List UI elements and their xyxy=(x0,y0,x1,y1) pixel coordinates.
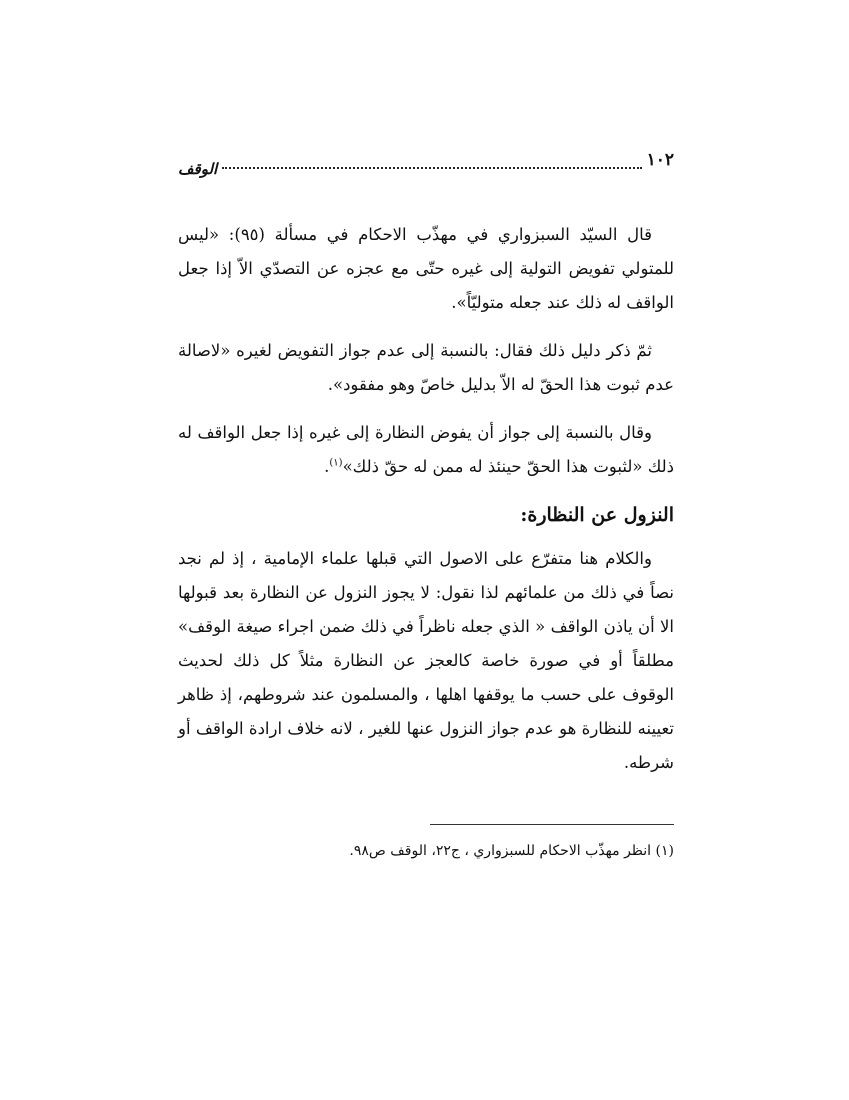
paragraph-2: ثمّ ذكر دليل ذلك فقال: بالنسبة إلى عدم جواز التفويض لغيره «لاصالة عدم ثبوت هذا الحقّ له الاّ بدليل خاصّ وهو مفقود». xyxy=(178,341,674,394)
paragraph-1: قال السيّد السبزواري في مهذّب الاحكام في مسألة (٩٥): «ليس للمتولي تفويض التولية إلى غيره حتّى مع عجزه عن التصدّي الاّ إذا جعل الواقف له ذلك عند جعله متوليّاً». xyxy=(178,225,674,312)
paragraph-3 xyxy=(178,416,674,484)
footnote-reference[interactable]: (١) xyxy=(329,457,343,469)
page-body xyxy=(178,218,674,794)
header-dotted-leader xyxy=(222,167,642,169)
running-title: الوقف xyxy=(178,160,218,178)
footnote-divider xyxy=(430,824,674,825)
page-header xyxy=(178,150,674,184)
footnote: (١) انظر مهذّب الاحكام للسبزواري ، ج٢٢، الوقف ص٩٨. xyxy=(349,843,674,859)
paragraph-3-text: وقال بالنسبة إلى جواز أن يفوض النظارة إلى غيره إذا جعل الواقف له ذلك «لثبوت هذا الحقّ حينئذ له ممن له حقّ ذلك» xyxy=(178,423,674,476)
section-heading: النزول عن النظارة: xyxy=(520,504,674,526)
paragraph-4: والكلام هنا متفرّع على الاصول التي قبلها علماء الإمامية ، إذ لم نجد نصاً في ذلك من علمائهم لذا نقول: لا يجوز النزول عن النظارة بعد قبولها الا أن ياذن الواقف « الذي جعله ناظراً في ذلك ضمن اجراء صيغة الوقف» مطلقاً أو في صورة خاصة كالعجز عن النظارة مثلاً كل ذلك لحديث الوقوف على حسب ما يوقفها اهلها ، والمسلمون عند شروطهم، إذ ظاهر تعيينه للنظارة هو عدم جواز النزول عنها للغير ، لانه خلاف ارادة الواقف أو شرطه. xyxy=(178,549,674,772)
paragraph-3-end: . xyxy=(324,457,330,476)
page-number: ١٠٢ xyxy=(646,150,674,170)
